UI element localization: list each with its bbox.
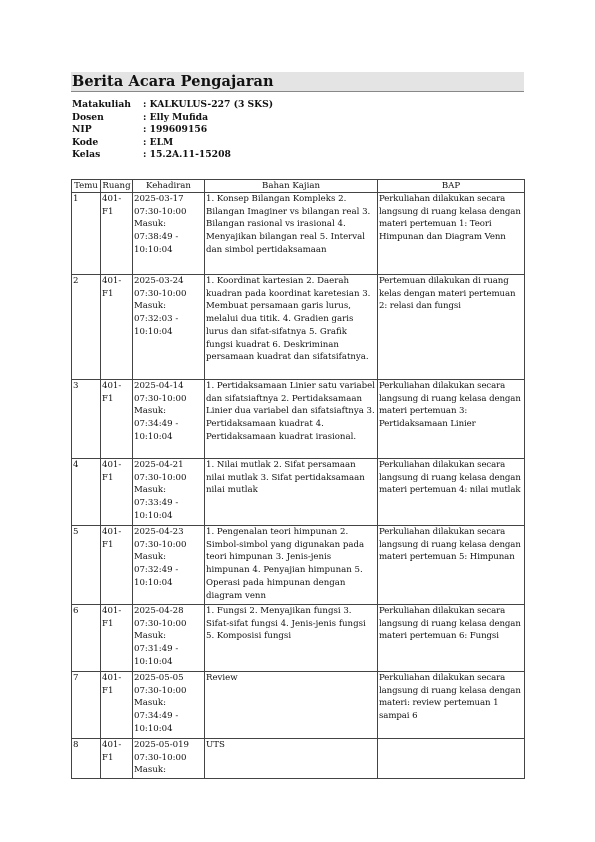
cell-kehadiran (133, 739, 205, 779)
table-row (72, 672, 525, 739)
document-title: Berita Acara Pengajaran (72, 73, 274, 90)
cell-bap: Pertemuan dilakukan di ruang kelas dengan materi pertemuan 2: relasi dan fungsi (378, 275, 525, 380)
info-value: : ELM (143, 136, 174, 148)
kehadiran-tanggal: 2025-04-28 (134, 606, 184, 616)
kehadiran-jam: 07:30-10:00 (134, 206, 187, 217)
cell-kehadiran (133, 380, 205, 459)
cell-temu: 3 (72, 380, 101, 459)
kehadiran-tanggal: 2025-05-019 (134, 740, 190, 750)
cell-ruang: 401-F1 (101, 739, 133, 779)
info-value: : Elly Mufida (143, 111, 209, 123)
cell-bap: Perkuliahan dilakukan secara langsung di ruang kelasa dengan materi pertemuan 5: Himpunan (378, 526, 525, 605)
teaching-record-table (71, 179, 525, 779)
kehadiran-masuk: 07:31:49 - 10:10:04 (134, 644, 179, 667)
cell-temu: 5 (72, 526, 101, 605)
kehadiran-tanggal: 2025-03-17 (134, 194, 184, 204)
table-row (72, 526, 525, 605)
kehadiran-jam: 07:30-10:00 (134, 618, 187, 629)
cell-bahan-kajian: 1. Konsep Bilangan Kompleks 2. Bilangan Imaginer vs bilangan real 3. Bilangan rasional vs irasional 4. Menyajikan bilangan real 5. Interval dan simbol pertidaksamaan (205, 193, 378, 275)
cell-temu: 1 (72, 193, 101, 275)
cell-bap: Perkuliahan dilakukan secara langsung di ruang kelasa dengan materi pertemuan 6: Fungsi (378, 605, 525, 672)
kehadiran-masuk: 07:34:49 - 10:10:04 (134, 711, 179, 734)
cell-kehadiran (133, 193, 205, 275)
kehadiran-masuk: 07:33:49 - 10:10:04 (134, 498, 179, 521)
cell-kehadiran (133, 459, 205, 526)
cell-temu: 2 (72, 275, 101, 380)
kehadiran-jam: 07:30-10:00 (134, 685, 187, 696)
cell-bap: Perkuliahan dilakukan secara langsung di ruang kelasa dengan materi pertemuan 1: Teori Himpunan dan Diagram Venn (378, 193, 525, 275)
kehadiran-tanggal: 2025-03-24 (134, 276, 184, 286)
kehadiran-masuk: 07:38:49 - 10:10:04 (134, 232, 179, 255)
table-header-row (72, 180, 525, 193)
cell-bahan-kajian: 1. Pertidaksamaan Linier satu variabel dan sifatsiaftnya 2. Pertidaksamaan Linier dua variabel dan sifatsiaftnya 3. Pertidaksamaan kuadrat 4. Pertidaksamaan kuadrat irasional. (205, 380, 378, 459)
kehadiran-jam: 07:30-10:00 (134, 288, 187, 299)
cell-bap: Perkuliahan dilakukan secara langsung di ruang kelasa dengan materi pertemuan 3: Pertidaksamaan Linier (378, 380, 525, 459)
header-bahan-kajian: Bahan Kajian (205, 180, 378, 193)
info-row (72, 149, 273, 162)
header-ruang: Ruang (102, 181, 131, 191)
kehadiran-masuk: 07:32:49 - 10:10:04 (134, 565, 179, 588)
kehadiran-tanggal: 2025-04-21 (134, 460, 184, 470)
kehadiran-masuk-label: Masuk: (134, 406, 166, 417)
kehadiran-tanggal: 2025-05-05 (134, 673, 184, 683)
cell-ruang: 401-F1 (101, 459, 133, 526)
info-value: : KALKULUS-227 (3 SKS) (143, 99, 274, 110)
info-label: Matakuliah (72, 99, 131, 110)
header-kehadiran: Kehadiran (133, 180, 205, 193)
table-row (72, 380, 525, 459)
kehadiran-masuk-label: Masuk: (134, 698, 166, 709)
table-row (72, 459, 525, 526)
header-bap: BAP (378, 180, 525, 193)
cell-bap: Perkuliahan dilakukan secara langsung di ruang kelasa dengan materi pertemuan 4: nilai mutlak (378, 459, 525, 526)
cell-bap (378, 739, 525, 779)
kehadiran-masuk-label: Masuk: (134, 485, 166, 496)
cell-temu: 8 (72, 739, 101, 779)
cell-bahan-kajian: Review (205, 672, 378, 739)
cell-ruang: 401-F1 (101, 380, 133, 459)
cell-kehadiran (133, 275, 205, 380)
cell-kehadiran (133, 672, 205, 739)
cell-ruang: 401-F1 (101, 605, 133, 672)
info-value: : 199609156 (143, 124, 208, 136)
course-info (72, 99, 273, 162)
cell-ruang: 401-F1 (101, 672, 133, 739)
cell-ruang: 401-F1 (101, 193, 133, 275)
info-label: Kelas (72, 149, 101, 161)
kehadiran-masuk-label: Masuk: (134, 631, 166, 642)
cell-temu: 7 (72, 672, 101, 739)
cell-temu: 6 (72, 605, 101, 672)
table-row (72, 275, 525, 380)
cell-ruang: 401-F1 (101, 275, 133, 380)
info-row (72, 124, 273, 137)
info-value: : 15.2A.11-15208 (143, 149, 231, 161)
kehadiran-tanggal: 2025-04-23 (134, 527, 184, 537)
table-row (72, 739, 525, 779)
table-row (72, 605, 525, 672)
cell-ruang: 401-F1 (101, 526, 133, 605)
kehadiran-jam: 07:30-10:00 (134, 393, 187, 404)
kehadiran-masuk: 07:34:49 - 10:10:04 (134, 419, 179, 442)
kehadiran-jam: 07:30-10:00 (134, 472, 187, 483)
kehadiran-masuk: 07:32:03 - 10:10:04 (134, 314, 179, 337)
info-row (72, 137, 273, 150)
table-row (72, 193, 525, 275)
kehadiran-masuk-label: Masuk: (134, 765, 166, 776)
cell-temu: 4 (72, 459, 101, 526)
kehadiran-masuk-label: Masuk: (134, 552, 166, 563)
cell-bap: Perkuliahan dilakukan secara langsung di ruang kelasa dengan materi: review pertemuan 1 sampai 6 (378, 672, 525, 739)
header-temu: Temu (72, 180, 101, 193)
cell-bahan-kajian: 1. Nilai mutlak 2. Sifat persamaan nilai mutlak 3. Sifat pertidaksamaan nilai mutlak (205, 459, 378, 526)
kehadiran-masuk-label: Masuk: (134, 301, 166, 312)
kehadiran-jam: 07:30-10:00 (134, 539, 187, 550)
info-row (72, 99, 273, 112)
cell-kehadiran (133, 605, 205, 672)
info-row (72, 112, 273, 125)
kehadiran-masuk-label: Masuk: (134, 219, 166, 230)
cell-bahan-kajian: 1. Fungsi 2. Menyajikan fungsi 3. Sifat-sifat fungsi 4. Jenis-jenis fungsi 5. Komposisi fungsi (205, 605, 378, 672)
info-label: Kode (72, 136, 99, 148)
cell-bahan-kajian: 1. Pengenalan teori himpunan 2. Simbol-simbol yang digunakan pada teori himpunan 3. Jenis-jenis himpunan 4. Penyajian himpunan 5. Operasi pada himpunan dengan diagram venn (205, 526, 378, 605)
cell-bahan-kajian: 1. Koordinat kartesian 2. Daerah kuadran pada koordinat karetesian 3. Membuat persamaan garis lurus, melalui dua titik. 4. Gradien garis lurus dan sifat-sifatnya 5. Grafik fungsi kuadrat 6. Deskriminan persamaan kuadrat dan sifatsifatnya. (205, 275, 378, 380)
cell-bahan-kajian: UTS (205, 739, 378, 779)
kehadiran-tanggal: 2025-04-14 (134, 381, 184, 391)
info-label: Dosen (72, 111, 104, 123)
info-label: NIP (72, 124, 92, 136)
cell-kehadiran (133, 526, 205, 605)
kehadiran-jam: 07:30-10:00 (134, 752, 187, 763)
